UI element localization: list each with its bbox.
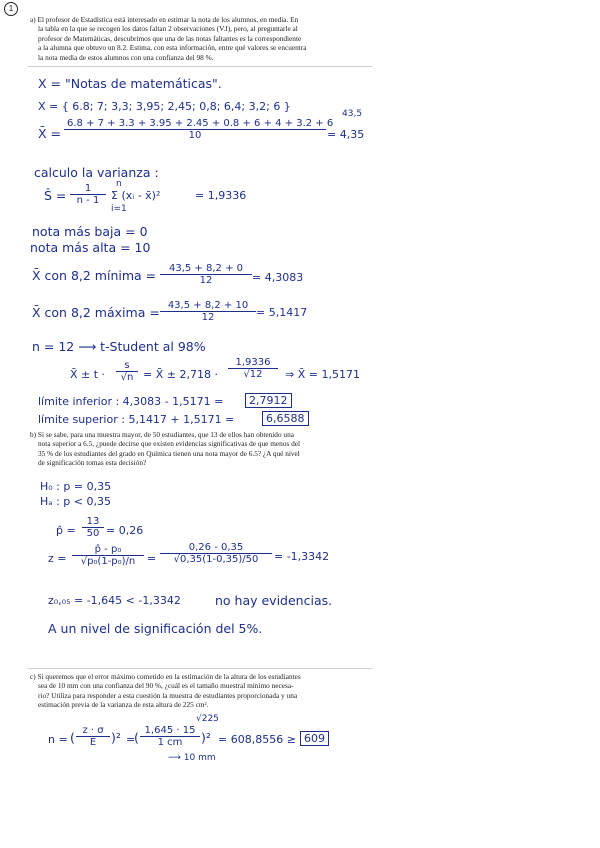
phat-numerator: 13: [82, 516, 104, 528]
phat-fraction: [82, 516, 104, 539]
mm-annotation: ⟶ 10 mm: [168, 753, 216, 763]
z-value-denominator: √0,35(1-0,35)/50: [173, 554, 259, 565]
paren-open: (: [134, 730, 139, 745]
part-a-line: a la alumna que obtuvo un 8.2. Estima, con esta información, entre qué valores se encuentra: [38, 43, 307, 53]
part-a-line: la nota media de estos alumnos con una confianza del 98 %.: [38, 52, 214, 62]
n-first-denominator: E: [89, 737, 97, 748]
sample-size-line: n = 12 ⟶ t-Student al 98%: [32, 339, 206, 354]
n-first-fraction: [76, 725, 110, 748]
part-c-line: rio? Utiliza para responder a esta cuestión la muestra de estudiantes proporcionada y una: [38, 690, 298, 700]
sum-upper-limit: n: [116, 179, 122, 189]
variance-coef-numerator: 1: [70, 183, 106, 195]
part-c-line: estimación previa de la varianza de esta altura de 225 cm².: [38, 700, 209, 710]
mean-numerator: 6.8 + 7 + 3.3 + 3.95 + 2.45 + 0.8 + 6 + 4 + 3.2 + 6: [64, 118, 326, 130]
z-equals: =: [147, 552, 157, 565]
xbar-min-numerator: 43,5 + 8,2 + 0: [160, 263, 252, 275]
highest-grade: nota más alta = 10: [30, 240, 151, 255]
ci-se-denominator: √n: [120, 372, 134, 383]
sqrt-annotation: √225: [196, 714, 219, 724]
x-definition: X = "Notas de matemáticas".: [38, 76, 222, 91]
test-conclusion: no hay evidencias.: [215, 593, 333, 608]
problem-number-badge: 1: [4, 2, 18, 16]
part-b-line: Si se sabe, para una muestra mayor, de 50 estudiantes, que 13 de ellos han obtenido una: [37, 430, 294, 439]
xbar-min-result: = 4,3083: [252, 271, 304, 284]
ci-value-fraction: [228, 357, 278, 380]
lower-limit-value: 2,7912: [245, 393, 292, 408]
part-c-line: sea de 10 mm con una confianza del 90 %, ¿cuál es el tamaño muestral mínimo necesa-: [38, 681, 294, 691]
n-second-denominator: 1 cm: [157, 737, 183, 748]
z-formula-fraction: [72, 544, 144, 567]
null-hypothesis: H₀ : p = 0,35: [40, 480, 112, 493]
ci-se-numerator: s: [116, 360, 138, 372]
xbar-max-result: = 5,1417: [256, 306, 308, 319]
n-first-numerator: z · σ: [76, 725, 110, 737]
lowest-grade: nota más baja = 0: [32, 224, 148, 239]
z-lhs: z =: [48, 552, 67, 565]
part-c-label: c): [30, 672, 36, 681]
divider: [28, 668, 372, 669]
xbar-max-denominator: 12: [201, 312, 215, 323]
part-b-label: b): [30, 430, 37, 439]
n-second-fraction: [140, 725, 200, 748]
ci-value-denominator: √12: [243, 369, 263, 380]
xbar-min-denominator: 12: [199, 275, 213, 286]
sum-lower-limit: i=1: [111, 204, 127, 214]
z-formula-numerator: p̂ - p₀: [72, 544, 144, 556]
part-b-statement: [30, 430, 375, 468]
part-c-line: Si queremos que el error máximo cometido en la estimación de la altura de los estudiantes: [37, 672, 301, 681]
mean-fraction: [64, 118, 334, 141]
mean-result: = 4,35: [327, 128, 365, 141]
z-result: = -1,3342: [274, 550, 330, 563]
xbar-min-fraction: [160, 263, 252, 286]
part-a-line: El profesor de Estadística está interesado en estimar la nota de los alumnos, en media. En: [37, 15, 299, 24]
x-values: X = { 6.8; 7; 3,3; 3,95; 2,45; 0,8; 6,4; 3,2; 6 }: [38, 100, 291, 113]
z-value-fraction: [160, 542, 272, 565]
n-second-numerator: 1,645 · 15: [140, 725, 200, 737]
part-a-label: a): [30, 15, 36, 24]
variance-lhs: Ŝ =: [44, 188, 67, 203]
n-result: = 608,8556 ≥: [218, 733, 296, 746]
ci-se-fraction: [116, 360, 138, 383]
significance-level: A un nivel de significación del 5%.: [48, 621, 263, 636]
part-a-line: profesor de Matemáticas, descubrimos que una de las notas faltantes es la correspondiente: [38, 33, 302, 43]
ci-margin-result: ⇒ X̄ = 1,5171: [285, 368, 360, 381]
z-value-numerator: 0,26 - 0,35: [160, 542, 272, 554]
alternative-hypothesis: Hₐ : p < 0,35: [40, 495, 111, 508]
variance-coefficient: [70, 183, 106, 206]
lower-limit-label: límite inferior : 4,3083 - 1,5171 =: [38, 395, 224, 408]
variance-coef-denominator: n - 1: [76, 195, 100, 206]
xbar-min-lhs: X̄ con 8,2 mínima =: [32, 268, 157, 283]
paren-close: )²: [111, 730, 121, 745]
paren-open: (: [70, 730, 75, 745]
n-lhs: n =: [48, 733, 68, 746]
xbar-max-fraction: [160, 300, 256, 323]
phat-lhs: p̂ =: [56, 524, 76, 537]
n-equals: =: [126, 733, 136, 746]
variance-sum: Σ (xᵢ - x̄)²: [111, 189, 161, 202]
z-critical: z₀,₀₅ = -1,645 < -1,3342: [48, 594, 181, 607]
variance-result: = 1,9336: [195, 189, 247, 202]
part-b-line: nota superior a 6.5, ¿puede decirse que existen evidencias significativas de que menos del: [38, 439, 300, 449]
z-formula-denominator: √p₀(1-p₀)/n: [80, 556, 136, 567]
part-b-line: 35 % de los estudiantes del grado en Química tienen una nota mayor de 6.5? ¿A qué nivel: [38, 448, 300, 458]
phat-denominator: 50: [86, 528, 100, 539]
divider: [28, 66, 372, 67]
part-a-statement: [30, 15, 375, 62]
xbar-max-numerator: 43,5 + 8,2 + 10: [160, 300, 256, 312]
phat-result: = 0,26: [106, 524, 144, 537]
sum-annotation: 43,5: [342, 109, 363, 119]
mean-denominator: 10: [188, 130, 202, 141]
variance-title: calculo la varianza :: [34, 165, 159, 180]
paren-close: )²: [201, 730, 211, 745]
ci-formula-mid: = X̄ ± 2,718 ·: [143, 368, 218, 381]
part-a-line: la tabla en la que se recogen los datos faltan 2 observaciones (V.I), pero, al preguntarle al: [38, 24, 298, 34]
part-b-line: de significación tomas esta decisión?: [38, 458, 147, 468]
upper-limit-label: límite superior : 5,1417 + 1,5171 =: [38, 413, 235, 426]
ci-value-numerator: 1,9336: [228, 357, 278, 369]
part-c-statement: [30, 672, 375, 710]
upper-limit-value: 6,6588: [262, 411, 309, 426]
ci-formula-lhs: X̄ ± t ·: [70, 368, 106, 381]
xbar-max-lhs: X̄ con 8,2 máxima =: [32, 305, 160, 320]
mean-lhs: X̄ =: [38, 126, 62, 141]
n-final-answer: 609: [300, 731, 329, 746]
